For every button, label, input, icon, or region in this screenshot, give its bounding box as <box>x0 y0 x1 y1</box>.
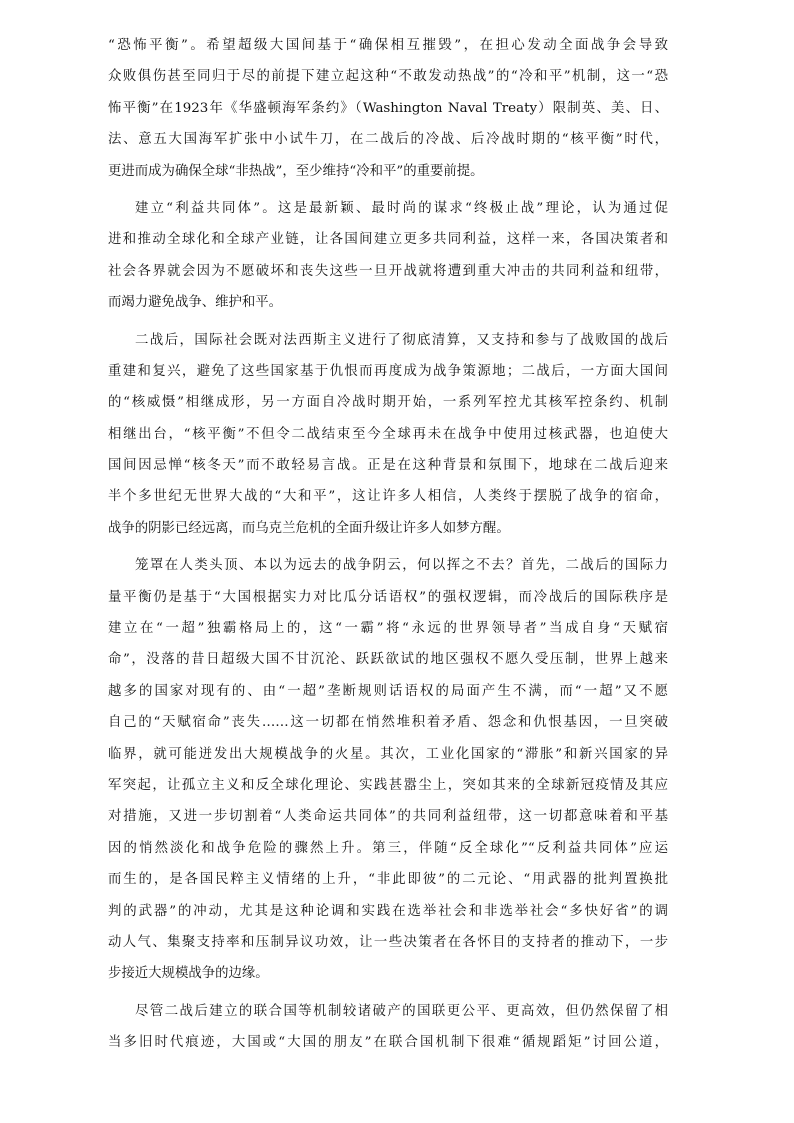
text-line: 越多的国家对现有的、由“一超”垄断规则话语权的局面产生不满，而“一超”又不愿 <box>108 683 668 699</box>
paragraph <box>108 550 668 989</box>
text-line: 命”，没落的昔日超级大国不甘沉沦、跃跃欲试的地区强权不愿久受压制，世界上越来 <box>108 652 668 668</box>
text-line: “恐怖平衡”。希望超级大国间基于“确保相互摧毁”，在担心发动全面战争会导致 <box>108 38 668 53</box>
paragraph <box>108 996 668 1059</box>
text-line: 进和推动全球化和全球产业链，让各国间建立更多共同利益，这样一来，各国决策者和 <box>108 232 668 248</box>
paragraph <box>108 325 668 545</box>
text-line: 法、意五大国海军扩张中小试牛刀，在二战后的冷战、后冷战时期的“核平衡”时代， <box>108 132 668 148</box>
text-line: 因的悄然淡化和战争危险的骤然上升。第三，伴随“反全球化”“反利益共同体”应运 <box>108 840 668 856</box>
text-line: 半个多世纪无世界大战的“大和平”，这让许多人相信，人类终于摆脱了战争的宿命， <box>108 489 668 505</box>
text-line: 社会各界就会因为不愿破坏和丧失这些一旦开战就将遭到重大冲击的共同利益和纽带， <box>108 263 668 279</box>
text-line: 判的武器”的冲动，尤其是这种论调和实践在选举社会和非选举社会“多快好省”的调 <box>108 903 668 919</box>
text-line: 战争的阴影已经远离，而乌克兰危机的全面升级让许多人如梦方醒。 <box>108 520 510 536</box>
text-line: 动人气、集聚支持率和压制异议功效，让一些决策者在各怀目的支持者的推动下，一步 <box>108 934 668 950</box>
text-line: 众败俱伤甚至同归于尽的前提下建立起这种“不敢发动热战”的“冷和平”机制，这一“恐 <box>108 69 668 85</box>
paragraph <box>108 30 668 187</box>
text-line: 二战后，国际社会既对法西斯主义进行了彻底清算，又支持和参与了战败国的战后 <box>135 332 668 348</box>
text-line: 重建和复兴，避免了这些国家基于仇恨而再度成为战争策源地；二战后，一方面大国间 <box>108 363 668 379</box>
text-line: 尽管二战后建立的联合国等机制较诸破产的国联更公平、更高效，但仍然保留了相 <box>135 1003 668 1019</box>
text-line: 而生的，是各国民粹主义情绪的上升，“非此即彼”的二元论、“用武器的批判置换批 <box>108 872 668 888</box>
text-line: 步接近大规模战争的边缘。 <box>108 966 269 982</box>
text-line: 笼罩在人类头顶、本以为远去的战争阴云，何以挥之不去？首先，二战后的国际力 <box>135 558 668 574</box>
text-line: 对措施，又进一步切割着“人类命运共同体”的共同利益纽带，这一切都意味着和平基 <box>108 809 668 825</box>
text-line: 自己的“天赋宿命”丧失……这一切都在悄然堆积着矛盾、怨念和仇恨基因，一旦突破 <box>108 715 668 731</box>
text-line: 相继出台，“核平衡”不但令二战结束至今全球再未在战争中使用过核武器，也迫使大 <box>108 426 668 442</box>
text-line: 当多旧时代痕迹，大国或“大国的朋友”在联合国机制下很难“循规蹈矩”讨回公道， <box>108 1035 668 1051</box>
text-line: 量平衡仍是基于“大国根据实力对比瓜分话语权”的强权逻辑，而冷战后的国际秩序是 <box>108 589 668 605</box>
text-line: 而竭力避免战争、维护和平。 <box>108 295 283 311</box>
text-line: 国间因忌惮“核冬天”而不敢轻易言战。正是在这种背景和氛围下，地球在二战后迎来 <box>108 458 668 474</box>
document-page <box>108 30 668 1065</box>
text-line: 建立在“一超”独霸格局上的，这“一霸”将“永远的世界领导者”当成自身“天赋宿 <box>108 621 668 637</box>
text-line: 更进而成为确保全球“非热战”，至少维持“冷和平”的重要前提。 <box>108 163 484 179</box>
text-line: 临界，就可能迸发出大规模战争的火星。其次，工业化国家的“滞胀”和新兴国家的异 <box>108 746 668 762</box>
text-line: 建立“利益共同体”。这是最新颖、最时尚的谋求“终极止战”理论，认为通过促 <box>135 200 668 216</box>
text-line: 的“核威慑”相继成形，另一方面自冷战时期开始，一系列军控尤其核军控条约、机制 <box>108 395 668 411</box>
paragraph <box>108 193 668 319</box>
text-line: 怖平衡”在1923年《华盛顿海军条约》（Washington Naval Treaty）限制英、美、日、 <box>108 100 668 116</box>
text-line: 军突起，让孤立主义和反全球化理论、实践甚嚣尘上，突如其来的全球新冠疫情及其应 <box>108 777 668 793</box>
